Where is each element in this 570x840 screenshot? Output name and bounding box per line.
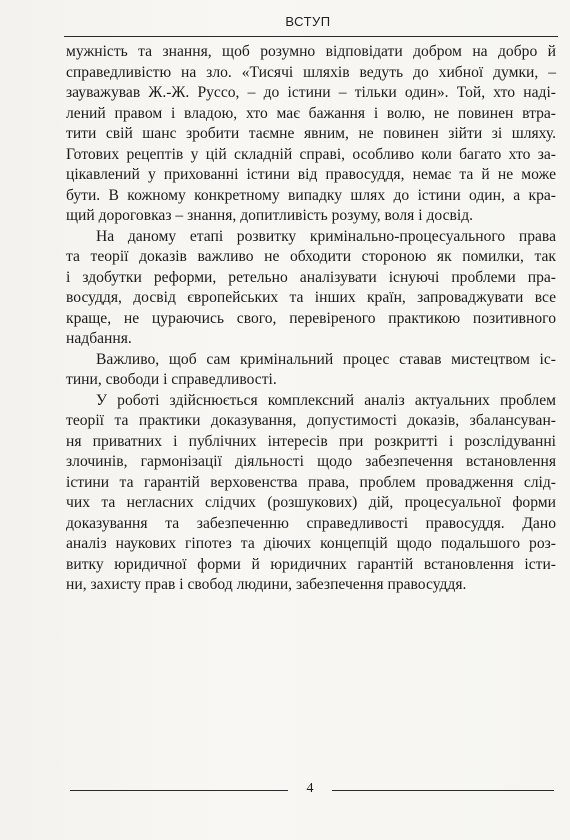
text-line: лений правом і владою, хто має бажання і волю, не повинен втра- <box>66 104 556 122</box>
paragraph <box>66 227 556 350</box>
text-line: На даному етапі розвитку кримінально-процесуального права <box>96 227 556 245</box>
text-line: Готових рецептів у цій складній справі, особливо коли багато хто за- <box>66 145 556 163</box>
footer-rule-left <box>70 790 288 791</box>
page-number: 4 <box>306 781 314 796</box>
text-line: і здобутки реформи, ретельно аналізувати існуючі проблеми пра- <box>66 268 556 286</box>
paragraph <box>66 350 556 391</box>
text-line: цікавлений у прихованні істини від правосуддя, немає та й не може <box>66 166 556 183</box>
paragraph <box>66 42 556 227</box>
text-line: краще, не цураючись свого, перевіреного практикою позитивного <box>66 309 556 327</box>
text-line: аналіз наукових гіпотез та діючих концепцій щодо подальшого роз- <box>66 535 556 552</box>
text-line: витку юридичної форми й юридичних гарантій встановлення істи- <box>66 555 556 573</box>
text-line: Важливо, щоб сам кримінальний процес ставав мистецтвом іс- <box>96 350 556 368</box>
text-line: мужність та знання, щоб розумно відповідати добром на добро й <box>66 43 556 60</box>
body-text <box>66 42 556 596</box>
text-line: справедливістю на зло. «Тисячі шляхів ведуть до хибної думки, – <box>66 63 556 81</box>
text-line: злочинів, гармонізації діяльності щодо забезпечення встановлення <box>66 453 556 470</box>
text-line: зауважував Ж.-Ж. Руссо, – до істини – тільки один». Той, хто наді- <box>66 84 556 101</box>
text-line: теорії та практики доказування, допустимості доказів, збалансуван- <box>66 412 556 429</box>
paragraph <box>66 391 556 596</box>
text-line: бути. В кожному конкретному випадку шлях до істини один, а кра- <box>66 186 556 204</box>
footer-rule-right <box>332 790 554 791</box>
text-line: доказування та забезпеченню справедливості правосуддя. Дано <box>66 514 556 532</box>
text-line: ни, захисту прав і свобод людини, забезпечення правосуддя. <box>66 576 467 593</box>
text-line: тити свій шанс зробити таємне явним, не повинен зійти зі шляху. <box>66 125 556 142</box>
text-line: щий дороговказ – знання, допитливість розуму, воля і досвід. <box>66 207 474 224</box>
header-rule <box>64 36 558 37</box>
text-line: надбання. <box>66 330 132 347</box>
text-line: восуддя, досвід європейських та інших країн, запроваджувати все <box>66 289 556 306</box>
running-header: ВСТУП <box>285 14 331 29</box>
text-line: чих та негласних слідчих (розшукових) дій, процесуальної форми <box>66 494 556 511</box>
text-line: та теорії доказів важливо не обходити стороною як помилки, так <box>66 248 556 265</box>
text-line: ня приватних і публічних інтересів при розкритті і розслідуванні <box>66 432 556 450</box>
text-line: тини, свободи і справедливості. <box>66 371 277 388</box>
text-line: У роботі здійснюється комплексний аналіз актуальних проблем <box>96 391 556 409</box>
text-line: істини та гарантій верховенства права, проблем провадження слід- <box>66 473 556 491</box>
